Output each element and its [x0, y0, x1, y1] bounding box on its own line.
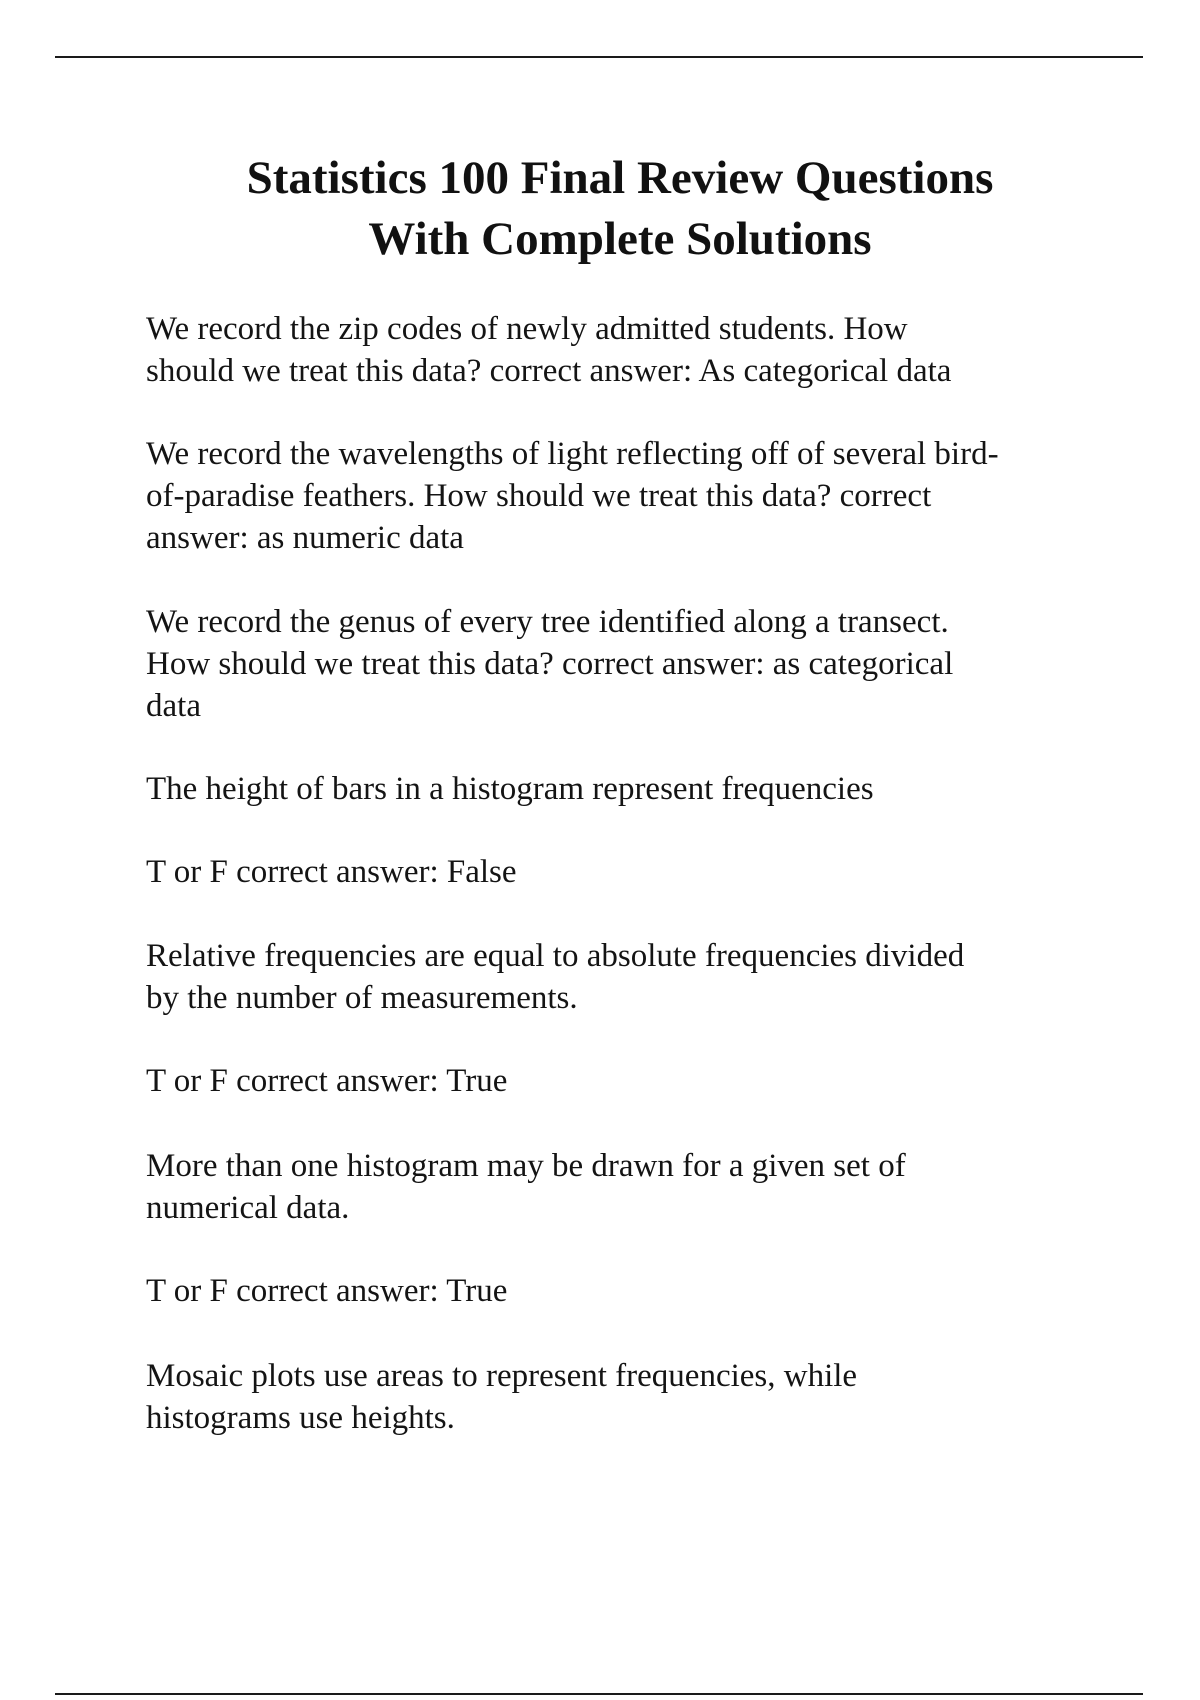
text-line: histograms use heights.	[146, 1400, 455, 1436]
text-line: Relative frequencies are equal to absolute frequencies divided	[146, 938, 965, 974]
question-paragraph	[146, 935, 1106, 1019]
question-paragraph	[146, 433, 1106, 559]
text-line: should we treat this data? correct answer: As categorical data	[146, 353, 952, 389]
text-line: numerical data.	[146, 1190, 350, 1226]
footer-rule	[55, 1693, 1143, 1695]
text-line: We record the zip codes of newly admitted students. How	[146, 311, 908, 347]
text-line: Mosaic plots use areas to represent frequencies, while	[146, 1358, 858, 1394]
question-paragraph	[146, 1145, 1106, 1229]
text-line: T or F correct answer: True	[146, 1273, 508, 1309]
title-line: Statistics 100 Final Review Questions	[246, 152, 994, 204]
text-line: The height of bars in a histogram represent frequencies	[146, 771, 874, 807]
text-line: data	[146, 688, 201, 724]
page-title	[0, 148, 1200, 270]
text-line: T or F correct answer: False	[146, 854, 517, 890]
question-paragraph	[146, 1355, 1106, 1439]
answer-paragraph	[146, 851, 1106, 893]
text-line: More than one histogram may be drawn for a given set of	[146, 1148, 906, 1184]
text-line: T or F correct answer: True	[146, 1063, 508, 1099]
title-line: With Complete Solutions	[368, 213, 872, 265]
answer-paragraph	[146, 1060, 1106, 1102]
header-rule	[55, 56, 1143, 58]
text-line: How should we treat this data? correct answer: as categorical	[146, 646, 954, 682]
question-paragraph	[146, 601, 1106, 727]
text-line: We record the genus of every tree identified along a transect.	[146, 604, 949, 640]
text-line: of-paradise feathers. How should we treat this data? correct	[146, 478, 932, 514]
question-paragraph	[146, 768, 1106, 810]
answer-paragraph	[146, 1270, 1106, 1312]
text-line: answer: as numeric data	[146, 520, 464, 556]
text-line: by the number of measurements.	[146, 980, 578, 1016]
question-paragraph	[146, 308, 1106, 392]
text-line: We record the wavelengths of light reflecting off of several bird-	[146, 436, 999, 472]
